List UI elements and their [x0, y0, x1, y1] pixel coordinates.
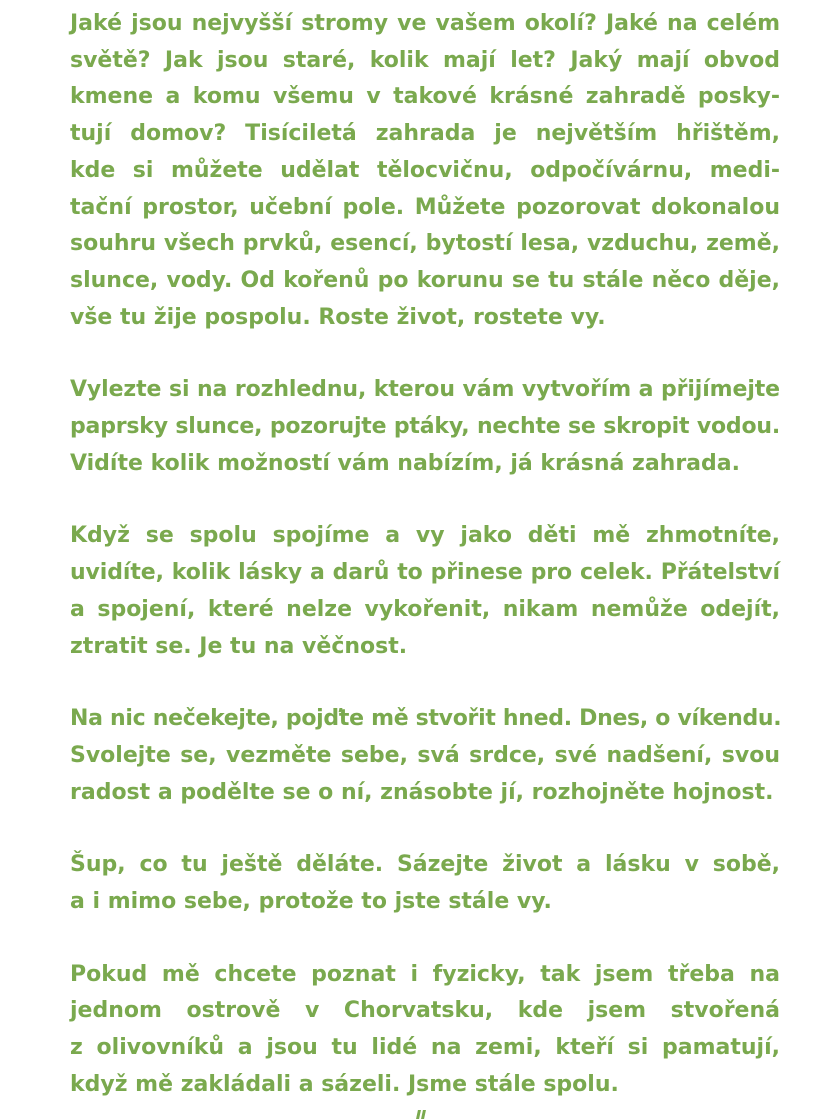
text-line: radost a podělte se o ní, znásobte jí, rozhojněte hojnost. — [70, 779, 774, 805]
paragraph-1 — [70, 6, 780, 336]
paragraph-4 — [70, 701, 780, 811]
paragraph-5 — [70, 847, 780, 920]
paragraph-6 — [70, 957, 780, 1104]
text-line: Vidíte kolik možností vám nabízím, já krásná zahrada. — [70, 450, 740, 476]
text-line: a spojení, které nelze vykořenit, nikam nemůže odejít, — [70, 596, 780, 622]
text-line: a i mimo sebe, protože to jste stále vy. — [70, 889, 552, 915]
text-line: slunce, vody. Od kořenů po korunu se tu stále něco děje, — [70, 267, 780, 293]
text-line: z olivovníků a jsou tu lidé na zemi, kteří si pamatují, — [70, 1035, 780, 1061]
text-line: vše tu žije pospolu. Roste život, rostete vy. — [70, 304, 606, 330]
text-line: uvidíte, kolik lásky a darů to přinese pro celek. Přátelství — [70, 560, 780, 586]
paragraph-2 — [70, 372, 780, 482]
text-line: Vylezte si na rozhlednu, kterou vám vytvořím a přijímejte — [70, 377, 780, 403]
text-line: Jaké jsou nejvyšší stromy ve vašem okolí? Jaké na celém — [70, 11, 780, 36]
paragraph-3 — [70, 518, 780, 665]
text-line: Když se spolu spojíme a vy jako děti mě zhmotníte, — [70, 523, 780, 549]
text-line: tují domov? Tisíciletá zahrada je největším hřištěm, — [70, 121, 780, 147]
text-line: Na nic nečekejte, pojďte mě stvořit hned. Dnes, o víkendu. — [70, 706, 782, 732]
text-line: světě? Jak jsou staré, kolik mají let? Jaký mají obvod — [70, 47, 780, 73]
text-line: jednom ostrově v Chorvatsku, kde jsem stvořená — [70, 998, 780, 1024]
text-line: Šup, co tu ještě děláte. Sázejte život a lásku v sobě, — [70, 852, 780, 878]
text-line: Pokud mě chcete poznat i fyzicky, tak jsem třeba na — [70, 961, 780, 987]
text-line: když mě zakládali a sázeli. Jsme stále spolu. — [70, 1071, 619, 1097]
text-line: tační prostor, učební pole. Můžete pozorovat dokonalou — [70, 194, 780, 220]
text-line: kmene a komu všemu v takové krásné zahradě posky- — [70, 84, 780, 110]
text-line: paprsky slunce, pozorujte ptáky, nechte se skropit vodou. — [70, 414, 780, 440]
text-line: ztratit se. Je tu na věčnost. — [70, 633, 408, 659]
cropped-glyph-fragment — [415, 1108, 427, 1120]
text-line: Svolejte se, vezměte sebe, svá srdce, své nadšení, svou — [70, 742, 780, 768]
text-line: souhru všech prvků, esencí, bytostí lesa, vzduchu, země, — [70, 231, 780, 257]
text-line: kde si můžete udělat tělocvičnu, odpočívárnu, medi- — [70, 157, 780, 183]
